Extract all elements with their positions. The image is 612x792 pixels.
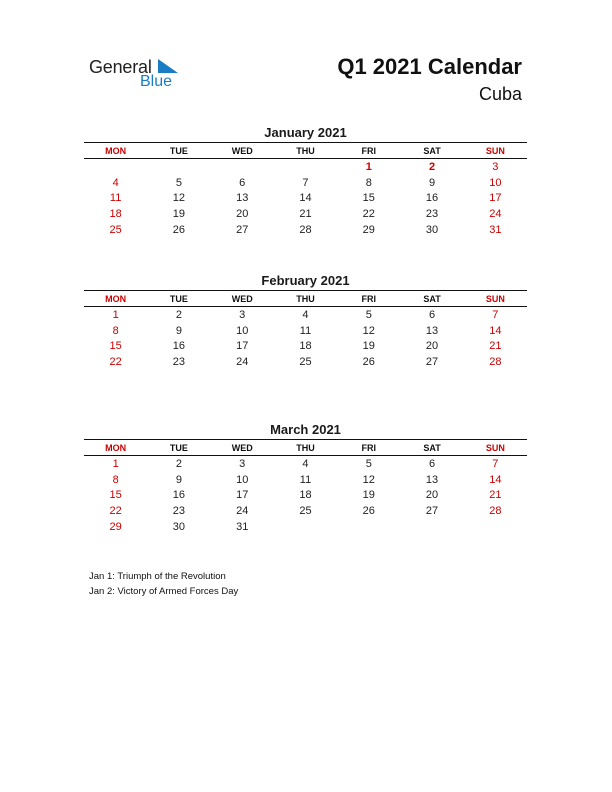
- day-cell: 24: [236, 356, 249, 369]
- day-cell: 1: [112, 457, 119, 470]
- day-cell: 8: [112, 324, 119, 337]
- day-cell: 28: [489, 505, 502, 518]
- week-row: [84, 503, 527, 519]
- day-cell: 7: [492, 457, 499, 470]
- week-row: [84, 354, 527, 370]
- day-cell: 5: [365, 457, 372, 470]
- day-cell: 22: [109, 356, 122, 369]
- day-cell: 12: [362, 324, 375, 337]
- weekday-label: WED: [231, 442, 253, 453]
- day-cell: 18: [299, 489, 312, 502]
- day-cell: 15: [362, 192, 375, 205]
- day-cell: 24: [236, 505, 249, 518]
- month-title: February 2021: [261, 273, 350, 288]
- week-row: [84, 339, 527, 355]
- day-cell: 30: [172, 521, 186, 534]
- day-cell: 29: [362, 224, 375, 237]
- day-cell: 25: [109, 224, 122, 237]
- week-row: [84, 519, 527, 535]
- day-cell: 6: [239, 176, 246, 189]
- day-cell: 10: [489, 176, 502, 189]
- day-cell: 14: [489, 324, 502, 337]
- weekday-label: SAT: [423, 293, 441, 304]
- day-cell: 18: [109, 208, 122, 221]
- weekday-label: MON: [105, 293, 127, 304]
- day-cell: 6: [428, 457, 436, 470]
- day-cell: 20: [236, 208, 249, 221]
- day-cell: 4: [302, 457, 309, 470]
- holiday-note: Jan 2: Victory of Armed Forces Day: [89, 585, 239, 597]
- weekday-label: TUE: [169, 293, 188, 304]
- weekday-label: SUN: [485, 293, 505, 304]
- day-cell: 15: [109, 340, 122, 353]
- day-cell: 1: [112, 308, 119, 321]
- weekday-label: WED: [231, 293, 253, 304]
- week-row: [84, 206, 527, 222]
- weekday-label: SUN: [485, 145, 505, 156]
- day-cell: 16: [172, 340, 186, 353]
- day-cell: 23: [172, 505, 186, 518]
- weekday-label: WED: [231, 145, 253, 156]
- day-cell: 5: [365, 308, 372, 321]
- weekday-label: MON: [105, 442, 127, 453]
- day-cell: 27: [425, 356, 439, 369]
- weekday-label: THU: [296, 145, 315, 156]
- day-cell: 30: [425, 224, 439, 237]
- day-cell: 26: [362, 356, 375, 369]
- day-cell: 2: [175, 308, 182, 321]
- day-cell: 12: [172, 192, 186, 205]
- day-cell: 16: [172, 489, 186, 502]
- month-title: January 2021: [264, 125, 347, 140]
- day-cell: 9: [175, 324, 182, 337]
- day-cell: 21: [299, 208, 312, 221]
- weekday-label: FRI: [361, 442, 377, 453]
- day-cell: 9: [428, 176, 436, 189]
- day-cell: 3: [239, 457, 246, 470]
- week-row: [84, 175, 527, 191]
- day-cell: 13: [425, 324, 439, 337]
- day-cell: 26: [362, 505, 375, 518]
- weekday-label: TUE: [169, 442, 188, 453]
- day-cell: 27: [236, 224, 249, 237]
- month-title: March 2021: [270, 422, 341, 437]
- weekday-label: SUN: [485, 442, 505, 453]
- day-cell: 31: [236, 521, 249, 534]
- day-cell: 23: [172, 356, 186, 369]
- day-cell: 22: [109, 505, 122, 518]
- day-cell: 24: [489, 208, 502, 221]
- day-cell: 23: [425, 208, 439, 221]
- weekday-header: [84, 439, 527, 456]
- logo-general-text: General: [89, 57, 152, 77]
- week-row: [84, 323, 527, 339]
- day-cell: 20: [425, 340, 439, 353]
- day-cell: 13: [236, 192, 249, 205]
- weekday-label: FRI: [361, 293, 377, 304]
- day-cell: 3: [492, 160, 499, 173]
- week-row: [84, 488, 527, 504]
- day-cell: 13: [425, 473, 439, 486]
- day-cell: 16: [425, 192, 439, 205]
- day-cell: 29: [109, 521, 122, 534]
- month-january: [84, 124, 527, 238]
- day-cell: 5: [175, 176, 182, 189]
- day-cell: 21: [489, 340, 502, 353]
- day-cell: 17: [489, 192, 502, 205]
- day-cell: 28: [299, 224, 312, 237]
- day-cell: 1: [365, 160, 372, 173]
- weekday-label: MON: [105, 145, 127, 156]
- weekday-label: SAT: [423, 442, 441, 453]
- day-cell: 31: [489, 224, 502, 237]
- day-cell: 22: [362, 208, 375, 221]
- weekday-label: SAT: [423, 145, 441, 156]
- day-cell: 21: [489, 489, 502, 502]
- weekday-label: THU: [296, 293, 315, 304]
- week-row: [84, 456, 527, 472]
- day-cell: 6: [428, 308, 436, 321]
- day-cell: 15: [109, 489, 122, 502]
- day-cell: 19: [362, 489, 375, 502]
- day-cell: 18: [299, 340, 312, 353]
- day-cell: 19: [172, 208, 186, 221]
- week-row: [84, 222, 527, 238]
- weekday-header: [84, 290, 527, 307]
- weekday-label: TUE: [169, 145, 188, 156]
- day-cell: 26: [172, 224, 186, 237]
- weekday-label: FRI: [361, 145, 377, 156]
- day-cell: 9: [175, 473, 182, 486]
- day-cell: 11: [299, 473, 312, 486]
- week-row: [84, 191, 527, 207]
- day-cell: 20: [425, 489, 439, 502]
- day-cell: 8: [365, 176, 372, 189]
- day-cell: 4: [302, 308, 309, 321]
- day-cell: 27: [425, 505, 439, 518]
- country-name: Cuba: [478, 84, 522, 104]
- month-march: [84, 421, 527, 535]
- logo-triangle-icon: [158, 59, 178, 73]
- day-cell: 25: [299, 356, 312, 369]
- day-cell: 17: [236, 340, 249, 353]
- day-cell: 10: [236, 473, 249, 486]
- logo: [89, 56, 189, 92]
- day-cell: 2: [175, 457, 182, 470]
- week-row: [84, 307, 527, 323]
- day-cell: 3: [239, 308, 246, 321]
- day-cell: 28: [489, 356, 502, 369]
- day-cell: 7: [492, 308, 499, 321]
- day-cell: 10: [236, 324, 249, 337]
- month-february: [84, 272, 527, 370]
- day-cell: 12: [362, 473, 375, 486]
- day-cell: 2: [428, 160, 436, 173]
- day-cell: 8: [112, 473, 119, 486]
- week-row: [84, 472, 527, 488]
- holiday-list: [89, 570, 238, 599]
- week-row: [84, 159, 527, 175]
- day-cell: 19: [362, 340, 375, 353]
- weekday-header: [84, 142, 527, 159]
- holiday-note: Jan 1: Triumph of the Revolution: [89, 571, 226, 582]
- page-title: Q1 2021 Calendar: [337, 54, 522, 79]
- day-cell: 4: [112, 176, 119, 189]
- logo-blue-text: Blue: [140, 73, 173, 90]
- weekday-label: THU: [296, 442, 315, 453]
- day-cell: 11: [299, 324, 312, 337]
- day-cell: 11: [109, 192, 122, 205]
- day-cell: 25: [299, 505, 312, 518]
- day-cell: 14: [489, 473, 502, 486]
- day-cell: 7: [302, 176, 309, 189]
- day-cell: 17: [236, 489, 249, 502]
- day-cell: 14: [299, 192, 312, 205]
